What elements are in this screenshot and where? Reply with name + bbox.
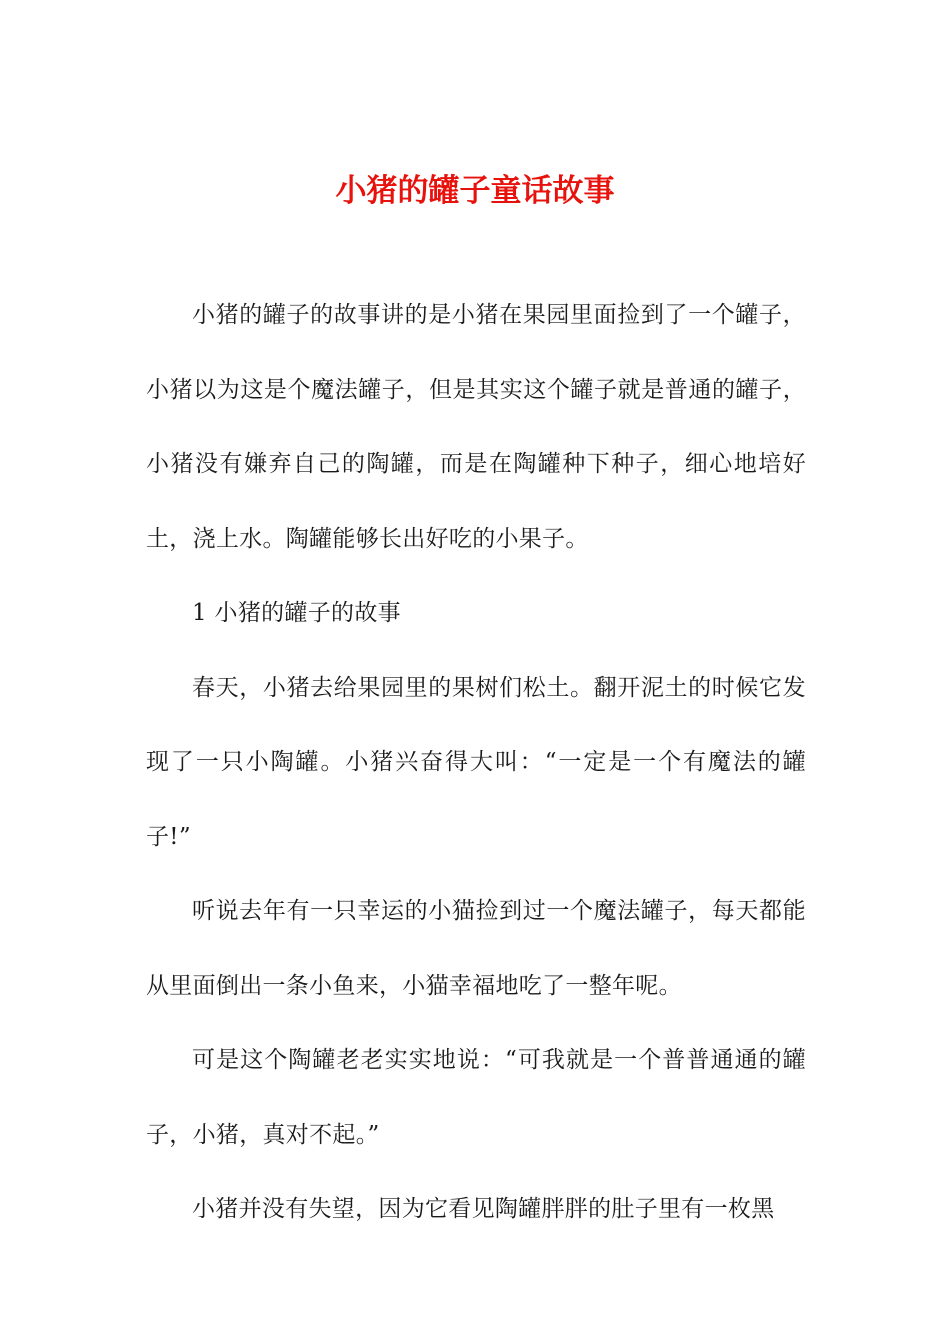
paragraph-not-disappointed: 小猪并没有失望，因为它看见陶罐胖胖的肚子里有一枚黑 — [192, 1196, 775, 1222]
document-body — [146, 278, 806, 1247]
document-title: 小猪的罐子童话故事 — [335, 172, 615, 209]
paragraph-jar-speaks: 可是这个陶罐老老实实地说：“可我就是一个普普通通的罐子，小猪，真对不起。” — [146, 1047, 806, 1148]
paragraph-spring: 春天，小猪去给果园里的果树们松土。翻开泥土的时候它发现了一只小陶罐。小猪兴奋得大叫：“一定是一个有魔法的罐子!” — [146, 674, 806, 850]
section-heading: 1 小猪的罐子的故事 — [192, 600, 401, 626]
paragraph-intro: 小猪的罐子的故事讲的是小猪在果园里面捡到了一个罐子，小猪以为这是个魔法罐子，但是其实这个罐子就是普通的罐子，小猪没有嫌弃自己的陶罐，而是在陶罐种下种子，细心地培好土，浇上水。陶罐能够长出好吃的小果子。 — [146, 302, 806, 552]
paragraph-kitten: 听说去年有一只幸运的小猫捡到过一个魔法罐子，每天都能从里面倒出一条小鱼来，小猫幸福地吃了一整年呢。 — [146, 898, 806, 999]
